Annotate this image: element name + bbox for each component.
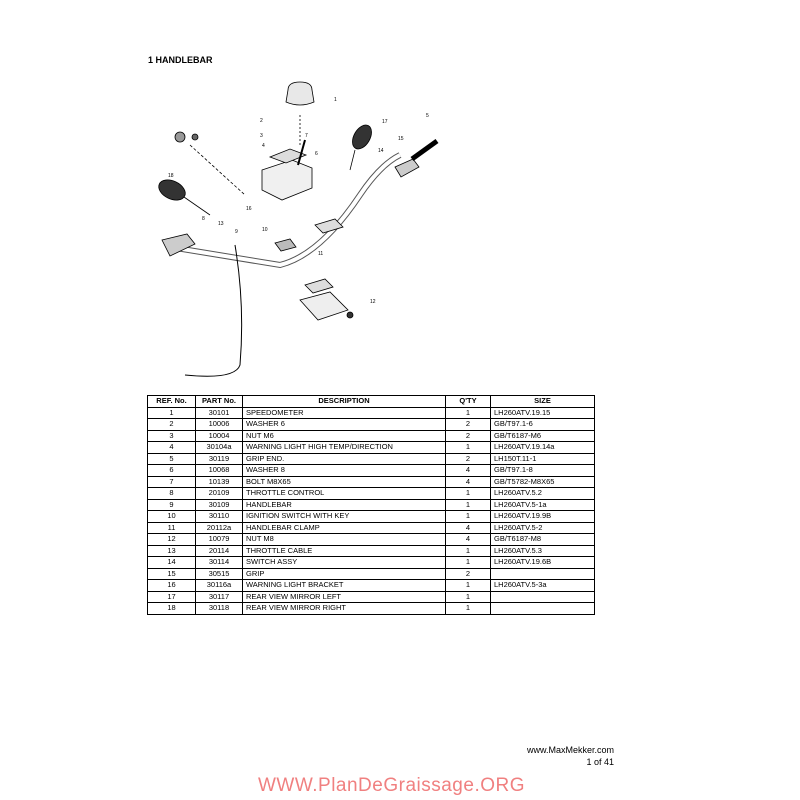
qty-cell: 1 (446, 603, 491, 615)
size-cell: GB/T5782-M8X65 (491, 476, 595, 488)
callout-11: 11 (318, 251, 324, 257)
callout-3: 3 (260, 133, 263, 139)
description-cell: SPEEDOMETER (243, 407, 446, 419)
qty-cell: 1 (446, 407, 491, 419)
ref-no-cell: 17 (148, 591, 196, 603)
callout-5: 5 (426, 113, 429, 119)
qty-cell: 1 (446, 591, 491, 603)
part-no-cell: 20114 (196, 545, 243, 557)
part-no-cell: 10079 (196, 534, 243, 546)
page-title: 1 HANDLEBAR (148, 55, 213, 65)
ref-no-cell: 12 (148, 534, 196, 546)
diagram-svg (150, 75, 450, 395)
qty-cell: 1 (446, 545, 491, 557)
switch-assy-shape (395, 159, 419, 177)
table-row (148, 580, 595, 592)
table-row (148, 557, 595, 569)
size-cell: LH260ATV.19.14a (491, 442, 595, 454)
part-no-cell: 30104a (196, 442, 243, 454)
part-no-cell: 30114 (196, 557, 243, 569)
ref-no-cell: 5 (148, 453, 196, 465)
description-cell: NUT M8 (243, 534, 446, 546)
qty-cell: 2 (446, 568, 491, 580)
qty-cell: 1 (446, 488, 491, 500)
ref-no-cell: 11 (148, 522, 196, 534)
table-row (148, 407, 595, 419)
part-no-cell: 30119 (196, 453, 243, 465)
page-number: 1 of 41 (586, 757, 614, 767)
size-cell (491, 603, 595, 615)
description-cell: WASHER 8 (243, 465, 446, 477)
mirror-right-shape (349, 122, 376, 153)
description-cell: THROTTLE CABLE (243, 545, 446, 557)
table-row (148, 534, 595, 546)
header-part-no: PART No. (196, 396, 243, 408)
part-no-cell: 10139 (196, 476, 243, 488)
watermark: WWW.PlanDeGraissage.ORG (258, 775, 525, 796)
mirror-left-shape (156, 176, 189, 204)
ref-no-cell: 15 (148, 568, 196, 580)
table-row (148, 603, 595, 615)
part-no-cell: 20112a (196, 522, 243, 534)
description-cell: GRIP (243, 568, 446, 580)
size-cell: LH260ATV.5-3a (491, 580, 595, 592)
description-cell: HANDLEBAR (243, 499, 446, 511)
part-no-cell: 30117 (196, 591, 243, 603)
size-cell: LH260ATV.19.6B (491, 557, 595, 569)
table-row (148, 545, 595, 557)
size-cell (491, 591, 595, 603)
table-header-row (148, 396, 595, 408)
size-cell: GB/T6187-M8 (491, 534, 595, 546)
part-no-cell: 10004 (196, 430, 243, 442)
ref-no-cell: 14 (148, 557, 196, 569)
qty-cell: 1 (446, 442, 491, 454)
qty-cell: 1 (446, 580, 491, 592)
size-cell (491, 568, 595, 580)
qty-cell: 2 (446, 419, 491, 431)
description-cell: REAR VIEW MIRROR LEFT (243, 591, 446, 603)
ref-no-cell: 18 (148, 603, 196, 615)
size-cell: LH260ATV.5.3 (491, 545, 595, 557)
callout-12: 12 (370, 299, 376, 305)
ref-no-cell: 2 (148, 419, 196, 431)
header-size: SIZE (491, 396, 595, 408)
throttle-cable-shape (185, 245, 242, 376)
description-cell: WARNING LIGHT HIGH TEMP/DIRECTION (243, 442, 446, 454)
qty-cell: 4 (446, 465, 491, 477)
callout-2: 2 (260, 118, 263, 124)
size-cell: LH260ATV.5-2 (491, 522, 595, 534)
description-cell: REAR VIEW MIRROR RIGHT (243, 603, 446, 615)
table-row (148, 453, 595, 465)
description-cell: BOLT M8X65 (243, 476, 446, 488)
table-row (148, 568, 595, 580)
ref-no-cell: 1 (148, 407, 196, 419)
callout-17: 17 (382, 119, 388, 125)
qty-cell: 1 (446, 511, 491, 523)
callout-labels (168, 97, 429, 305)
table-row (148, 442, 595, 454)
callout-15: 15 (398, 136, 404, 142)
part-no-cell: 30116a (196, 580, 243, 592)
speedometer-shape (286, 82, 314, 105)
ref-no-cell: 8 (148, 488, 196, 500)
description-cell: GRIP END. (243, 453, 446, 465)
ref-no-cell: 10 (148, 511, 196, 523)
parts-table (147, 395, 595, 615)
callout-10: 10 (262, 227, 268, 233)
description-cell: NUT M6 (243, 430, 446, 442)
part-no-cell: 30101 (196, 407, 243, 419)
ref-no-cell: 4 (148, 442, 196, 454)
part-no-cell: 30118 (196, 603, 243, 615)
description-cell: THROTTLE CONTROL (243, 488, 446, 500)
part-no-cell: 10006 (196, 419, 243, 431)
header-ref-no: REF. No. (148, 396, 196, 408)
callout-14: 14 (378, 148, 384, 154)
size-cell: LH260ATV.19.9B (491, 511, 595, 523)
table-row (148, 419, 595, 431)
description-cell: WASHER 6 (243, 419, 446, 431)
table-row (148, 465, 595, 477)
callout-8: 8 (202, 216, 205, 222)
qty-cell: 1 (446, 557, 491, 569)
qty-cell: 2 (446, 453, 491, 465)
size-cell: GB/T6187-M6 (491, 430, 595, 442)
callout-7: 7 (305, 133, 308, 139)
qty-cell: 4 (446, 476, 491, 488)
table-row (148, 488, 595, 500)
ref-no-cell: 13 (148, 545, 196, 557)
description-cell: HANDLEBAR CLAMP (243, 522, 446, 534)
qty-cell: 4 (446, 534, 491, 546)
table-row (148, 476, 595, 488)
size-cell: LH260ATV.19.15 (491, 407, 595, 419)
grip-shape (412, 141, 437, 159)
website-url: www.MaxMekker.com (526, 745, 614, 755)
header-qty: Q'TY (446, 396, 491, 408)
callout-1: 1 (334, 97, 337, 103)
table-row (148, 591, 595, 603)
ref-no-cell: 7 (148, 476, 196, 488)
size-cell: GB/T97.1-8 (491, 465, 595, 477)
ref-no-cell: 3 (148, 430, 196, 442)
description-cell: SWITCH ASSY (243, 557, 446, 569)
part-no-cell: 20109 (196, 488, 243, 500)
description-cell: WARNING LIGHT BRACKET (243, 580, 446, 592)
handlebar-exploded-diagram (150, 75, 450, 395)
description-cell: IGNITION SWITCH WITH KEY (243, 511, 446, 523)
size-cell: LH150T.11-1 (491, 453, 595, 465)
table-row (148, 499, 595, 511)
part-no-cell: 10068 (196, 465, 243, 477)
size-cell: LH260ATV.5.2 (491, 488, 595, 500)
size-cell: LH260ATV.5-1a (491, 499, 595, 511)
qty-cell: 2 (446, 430, 491, 442)
table-row (148, 430, 595, 442)
ref-no-cell: 9 (148, 499, 196, 511)
qty-cell: 1 (446, 499, 491, 511)
size-cell: GB/T97.1-6 (491, 419, 595, 431)
callout-16: 16 (246, 206, 252, 212)
ref-no-cell: 16 (148, 580, 196, 592)
table-row (148, 511, 595, 523)
callout-13: 13 (218, 221, 224, 227)
part-no-cell: 30109 (196, 499, 243, 511)
callout-4: 4 (262, 143, 265, 149)
clamp-base-shape (300, 292, 348, 320)
warning-bracket-shape (262, 160, 312, 200)
callout-9: 9 (235, 229, 238, 235)
qty-cell: 4 (446, 522, 491, 534)
ref-no-cell: 6 (148, 465, 196, 477)
clamp-lower-shape (305, 279, 333, 293)
callout-6: 6 (315, 151, 318, 157)
part-no-cell: 30515 (196, 568, 243, 580)
table-row (148, 522, 595, 534)
callout-18: 18 (168, 173, 174, 179)
ignition-switch-shape (275, 239, 296, 251)
part-no-cell: 30110 (196, 511, 243, 523)
header-description: DESCRIPTION (243, 396, 446, 408)
